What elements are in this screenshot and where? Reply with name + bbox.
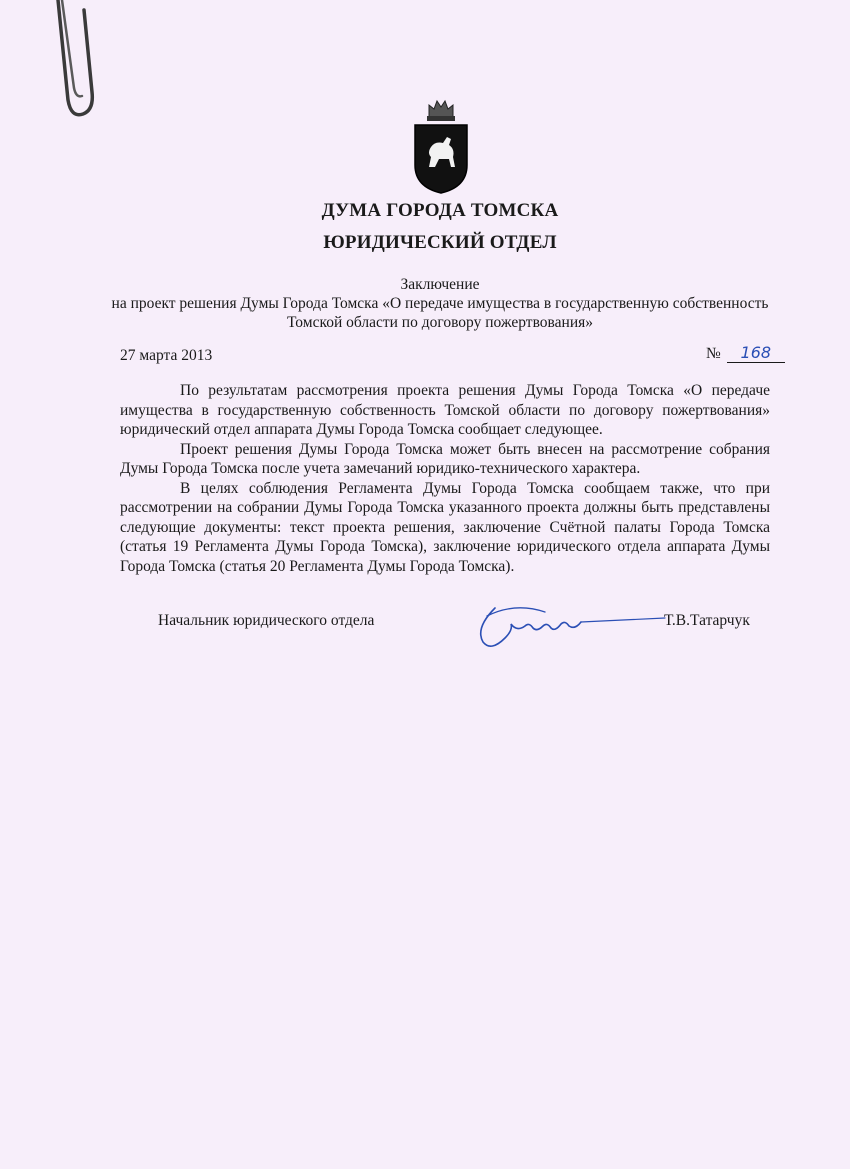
document-number <box>706 343 785 363</box>
department-title: ЮРИДИЧЕСКИЙ ОТДЕЛ <box>323 232 557 253</box>
document-title: Заключение <box>400 276 480 293</box>
paragraph: По результатам рассмотрения проекта решения Думы Города Томска «О передаче имущества в государственную собственность Томской области по договору пожертвования» юридический отдел аппарата Думы Города Томска сообщает следующее. <box>120 382 770 438</box>
organization-title: ДУМА ГОРОДА ТОМСКА <box>321 200 559 221</box>
handwritten-signature <box>455 598 670 660</box>
paragraph: Проект решения Думы Города Томска может быть внесен на рассмотрение собрания Думы Города Томска после учета замечаний юридико-технического характера. <box>120 440 770 477</box>
handwritten-number: 168 <box>727 343 785 363</box>
paperclip-icon <box>38 0 100 125</box>
number-label: № <box>706 345 721 362</box>
document-subtitle: на проект решения Думы Города Томска «О передаче имущества в государственную собственность Томской области по договору пожертвования» <box>111 295 769 331</box>
city-emblem-icon <box>409 95 473 195</box>
document-body <box>120 381 770 576</box>
signer-name: Т.В.Татарчук <box>664 612 750 629</box>
document-date: 27 марта 2013 <box>120 347 213 364</box>
signer-role: Начальник юридического отдела <box>158 612 375 629</box>
paragraph: В целях соблюдения Регламента Думы Города Томска сообщаем также, что при рассмотрении на собрании Думы Города Томска указанного проекта должны быть представлены следующие документы: текст проекта решения, заключение Счётной палаты Города Томска (статья 19 Регламента Думы Города Томска), заключение юридического отдела аппарата Думы Города Томска (статья 20 Регламента Думы Города Томска). <box>120 479 770 575</box>
